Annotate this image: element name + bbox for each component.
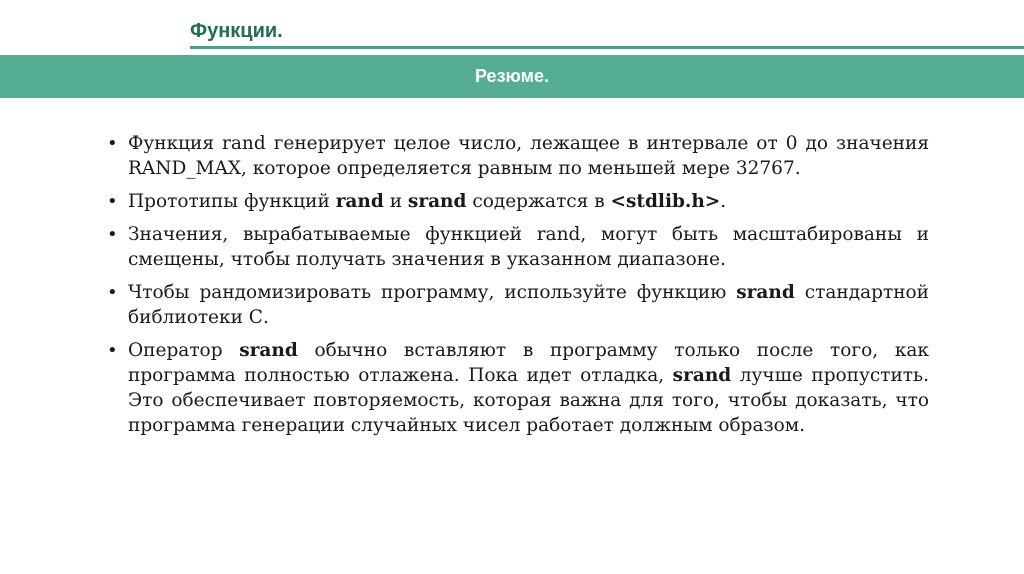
summary-list [107, 131, 929, 446]
code-term: <stdlib.h> [610, 191, 721, 212]
item-text: . [720, 191, 727, 212]
item-text: содержатся в [466, 191, 611, 212]
summary-item-prototypes [107, 189, 929, 214]
item-text: Значения, вырабатываемые функцией rand, могут быть масштабированы и смещены, чтобы получать значения в указанном диапазоне. [128, 224, 929, 270]
banner-title: Резюме. [475, 66, 549, 86]
code-term: srand [407, 191, 467, 212]
section-banner [0, 55, 1024, 98]
code-term: srand [239, 340, 298, 361]
summary-item-randomize [107, 280, 929, 330]
summary-item-scaling [107, 222, 929, 272]
item-text: и [383, 191, 408, 212]
item-text: Чтобы рандомизировать программу, используйте функцию [128, 282, 737, 303]
code-term: srand [672, 365, 732, 386]
item-text: стандартной библиотеки С. [128, 282, 929, 328]
item-text: Прототипы функций [128, 191, 336, 212]
code-term: srand [736, 282, 795, 303]
summary-item-rand-range [107, 131, 929, 181]
title-divider [190, 46, 1024, 49]
code-term: rand [335, 191, 384, 212]
slide-title: Функции. [190, 20, 283, 42]
item-text: Оператор [128, 340, 240, 361]
summary-item-debugging [107, 338, 929, 438]
item-text: лучше пропустить. Это обеспечивает повторяемость, которая важна для того, чтобы доказать, что программа генерации случайных чисел работает должным образом. [128, 365, 929, 436]
item-text: Функция rand генерирует целое число, лежащее в интервале от 0 до значения RAND_MAX, которое определяется равным по меньшей мере 32767. [128, 133, 929, 179]
item-text: обычно вставляют в программу только после того, как программа полностью отлажена. Пока идет отладка, [128, 340, 929, 386]
